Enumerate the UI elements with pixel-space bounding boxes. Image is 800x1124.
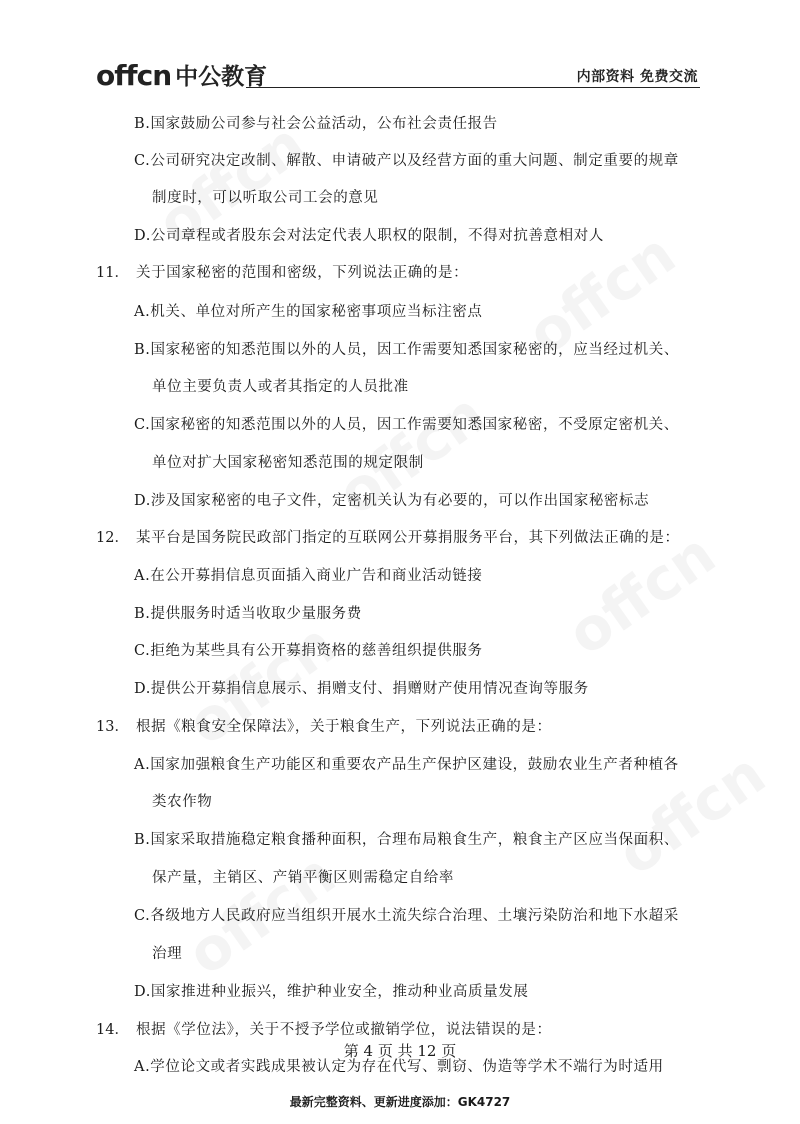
- offcn-logo: [96, 56, 267, 90]
- page-header: [96, 56, 700, 90]
- header-rule: [246, 87, 700, 88]
- footer-note: 最新完整资料、更新进度添加：GK4727: [289, 1095, 511, 1109]
- header-right-text: 内部资料 免费交流: [576, 69, 698, 85]
- question-number: 11．: [96, 265, 129, 281]
- question-stem: 根据《学位法》，关于不授予学位或撤销学位，说法错误的是：: [136, 1022, 552, 1038]
- text-line: A.机关、单位对所产生的国家秘密事项应当标注密点: [134, 304, 483, 320]
- text-line: A.学位论文或者实践成果被认定为存在代写、剽窃、伪造等学术不端行为时适用: [134, 1059, 664, 1075]
- text-line: B.国家采取措施稳定粮食播种面积，合理布局粮食生产，粮食主产区应当保面积、: [134, 832, 679, 848]
- text-line: 治理: [152, 946, 183, 962]
- question-number: 13．: [96, 719, 129, 735]
- text-line: A.在公开募捐信息页面插入商业广告和商业活动链接: [134, 568, 483, 584]
- text-line: 保产量，主销区、产销平衡区则需稳定自给率: [152, 870, 454, 886]
- question-stem: 关于国家秘密的范围和密级，下列说法正确的是：: [136, 265, 469, 281]
- text-line: C.拒绝为某些具有公开募捐资格的慈善组织提供服务: [134, 643, 483, 659]
- question-number: 12．: [96, 530, 129, 546]
- logo-cn: 中公教育: [175, 64, 268, 90]
- question-stem: 根据《粮食安全保障法》，关于粮食生产，下列说法正确的是：: [136, 719, 552, 735]
- text-line: C.各级地方人民政府应当组织开展水土流失综合治理、土壤污染防治和地下水超采: [134, 908, 679, 924]
- text-line: 单位主要负责人或者其指定的人员批准: [152, 379, 409, 395]
- page-number: 第 4 页 共 12 页: [343, 1042, 457, 1060]
- text-line: 制度时，可以听取公司工会的意见: [152, 190, 379, 206]
- text-line: D.国家推进种业振兴，维护种业安全，推动种业高质量发展: [134, 984, 529, 1000]
- text-line: D.公司章程或者股东会对法定代表人职权的限制，不得对抗善意相对人: [134, 228, 604, 244]
- text-line: B.国家鼓励公司参与社会公益活动，公布社会责任报告: [134, 116, 498, 132]
- text-line: C.国家秘密的知悉范围以外的人员，因工作需要知悉国家秘密，不受原定密机关、: [134, 417, 679, 433]
- text-line: 类农作物: [152, 794, 213, 810]
- text-line: 单位对扩大国家秘密知悉范围的规定限制: [152, 455, 424, 471]
- text-line: C.公司研究决定改制、解散、申请破产以及经营方面的重大问题、制定重要的规章: [134, 153, 679, 169]
- question-stem: 某平台是国务院民政部门指定的互联网公开募捐服务平台，其下列做法正确的是：: [136, 530, 680, 546]
- question-number: 14．: [96, 1022, 129, 1038]
- logo-latin: offcn: [96, 59, 172, 92]
- text-line: B.国家秘密的知悉范围以外的人员，因工作需要知悉国家秘密的，应当经过机关、: [134, 342, 679, 358]
- text-line: D.涉及国家秘密的电子文件，定密机关认为有必要的，可以作出国家秘密标志: [134, 493, 650, 509]
- text-line: B.提供服务时适当收取少量服务费: [134, 606, 362, 622]
- text-line: A.国家加强粮食生产功能区和重要农产品生产保护区建设，鼓励农业生产者种植各: [134, 757, 679, 773]
- text-line: D.提供公开募捐信息展示、捐赠支付、捐赠财产使用情况查询等服务: [134, 681, 589, 697]
